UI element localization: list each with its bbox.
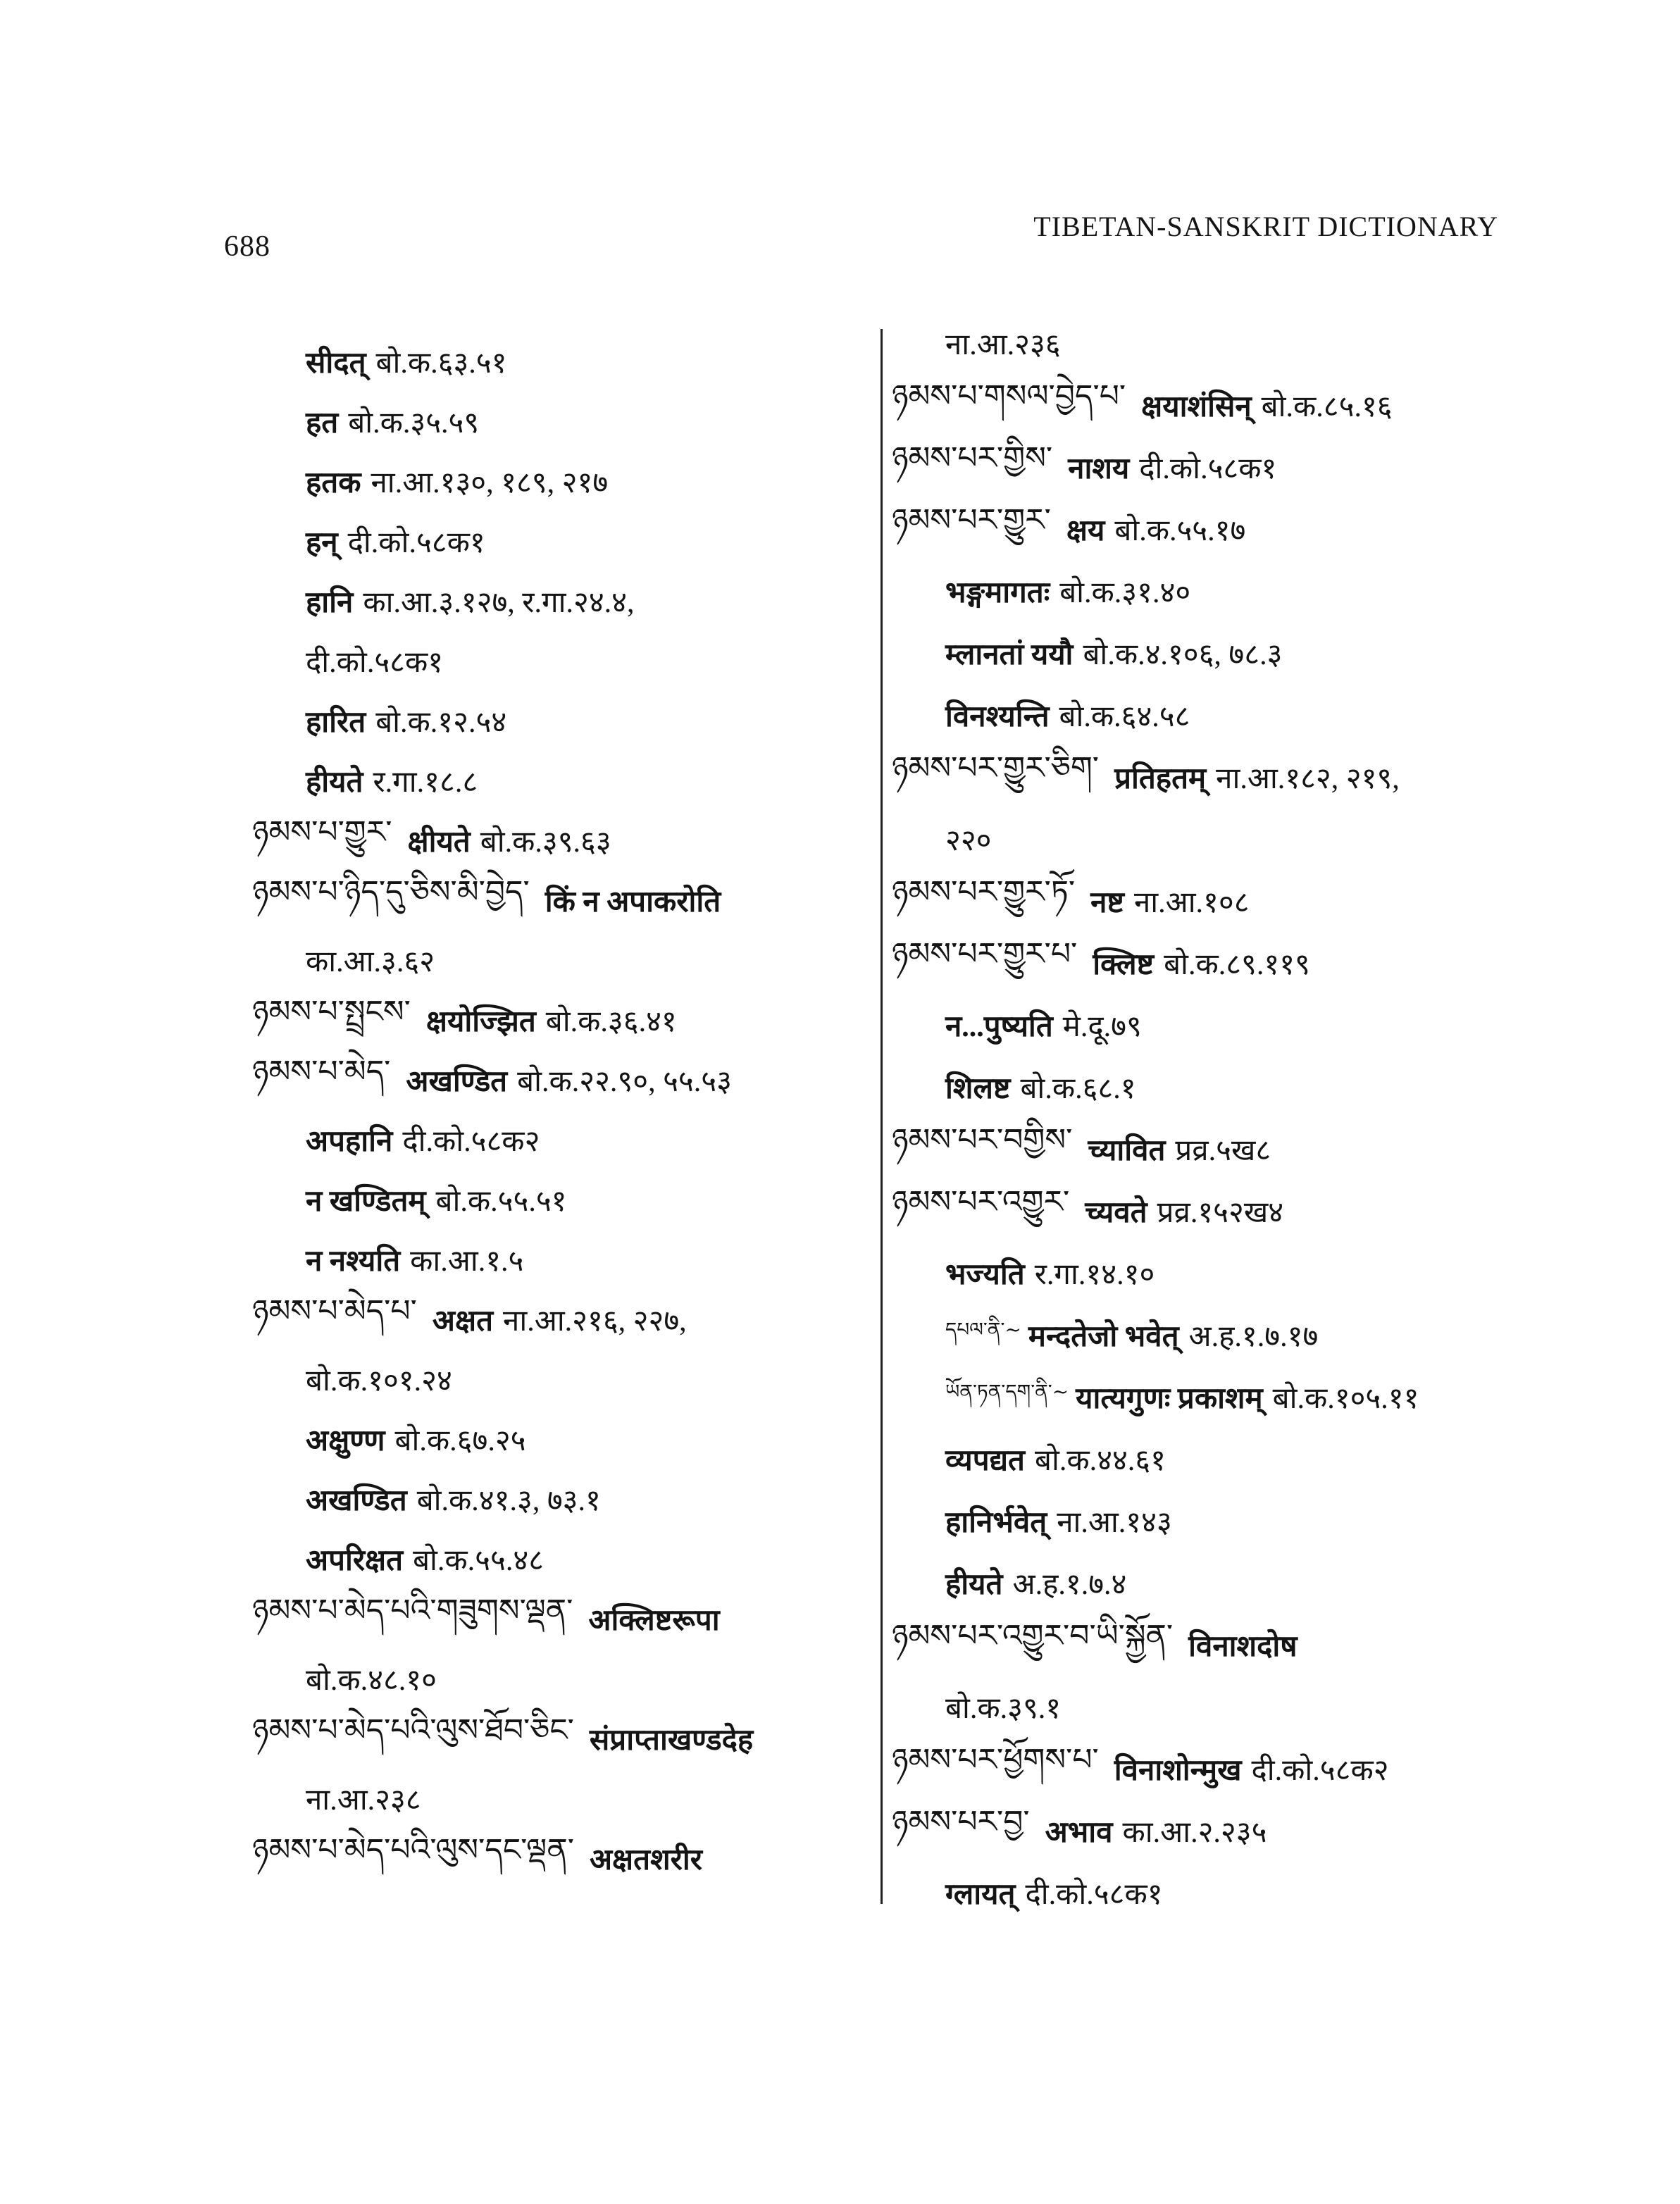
source-reference: बो.क.४.१०६, ७८.३	[1083, 638, 1283, 671]
source-reference: मे.दू.७९	[1062, 1010, 1142, 1043]
equivalent-line	[252, 571, 872, 631]
source-reference: बो.क.६४.५८	[1059, 700, 1190, 733]
tibetan-headword: ཉམས་པ་གྱུར་	[252, 814, 392, 850]
source-reference: बो.क.८५.१६	[1261, 390, 1393, 423]
source-reference: ना.आ.१४३	[1057, 1506, 1172, 1539]
equivalent-line	[892, 1242, 1596, 1304]
source-reference: बो.क.४८.१०	[306, 1664, 437, 1697]
tibetan-headword: ཉམས་པ་མེད་པ་	[252, 1293, 417, 1329]
sanskrit-equivalent: विनाशदोष	[1188, 1630, 1298, 1663]
equivalent-line	[892, 994, 1596, 1056]
equivalent-line	[252, 1469, 872, 1529]
equivalent-line	[892, 1862, 1596, 1924]
sanskrit-equivalent: अपहानि	[306, 1126, 393, 1158]
headword-line	[252, 1829, 872, 1888]
equivalent-line	[892, 1490, 1596, 1552]
source-reference: र.गा.१८.८	[373, 766, 478, 799]
headword-line	[892, 498, 1596, 560]
page-number: 688	[224, 230, 270, 263]
source-reference: ना.आ.१०८	[1133, 886, 1250, 919]
tibetan-headword: ཉམས་པ་མེད་པའི་ལུས་དང་ལྡན་	[252, 1831, 574, 1868]
headword-line	[252, 871, 872, 930]
sanskrit-equivalent: न...पुष्यति	[945, 1010, 1053, 1043]
sanskrit-equivalent: क्लिष्ट	[1093, 948, 1155, 981]
headword-line	[892, 1180, 1596, 1242]
source-reference: ना.आ.२३८	[306, 1784, 421, 1817]
source-reference: का.आ.२.२३५	[1122, 1816, 1267, 1849]
source-reference: ना.आ.१३०, १८९, २१७	[371, 467, 609, 499]
sanskrit-equivalent: क्षयोज्झित	[425, 1006, 536, 1038]
source-reference: बो.क.५५.१७	[1114, 514, 1246, 547]
source-reference: बो.क.६७.२५	[394, 1425, 526, 1457]
tibetan-headword: ཉམས་པ་མེད་	[252, 1053, 391, 1090]
source-reference: बो.क.२२.९०, ५५.५३	[517, 1066, 732, 1098]
running-title: TIBETAN-SANSKRIT DICTIONARY	[1033, 211, 1498, 242]
source-reference: दी.को.५८क१	[306, 647, 444, 679]
tibetan-headword: ཉམས་པར་བྱ་	[892, 1804, 1030, 1840]
tibetan-headword: ཉམས་པ་མེད་པའི་ལུས་ཐོབ་ཅིང་	[252, 1712, 574, 1748]
source-reference: बो.क.६३.५१	[375, 347, 507, 380]
source-reference: बो.क.५५.५१	[435, 1185, 567, 1218]
tibetan-headword: ཉམས་པར་གྱུར་	[892, 502, 1051, 538]
source-reference: २२०	[945, 824, 992, 857]
tibetan-headword: ཉམས་པར་ཕྱོགས་པ་	[892, 1742, 1099, 1778]
sanskrit-equivalent: हत	[306, 407, 339, 440]
sanskrit-equivalent: हन्	[306, 527, 338, 559]
tibetan-headword: ཉམས་པར་གྱིས་	[892, 440, 1053, 476]
equivalent-line	[252, 511, 872, 571]
sanskrit-equivalent: हतक	[306, 467, 361, 499]
headword-line	[892, 746, 1596, 808]
equivalent-line	[252, 1170, 872, 1230]
source-reference: बो.क.१०५.११	[1272, 1382, 1419, 1415]
headword-line	[892, 1800, 1596, 1862]
source-reference: बो.क.६८.१	[1020, 1072, 1136, 1105]
equivalent-line	[892, 1428, 1596, 1490]
sanskrit-equivalent: न नश्यति	[306, 1245, 401, 1278]
sanskrit-equivalent: व्यपद्यत	[945, 1444, 1025, 1477]
source-reference: बो.क.३६.४१	[545, 1006, 677, 1038]
sanskrit-equivalent: क्षीयते	[407, 826, 471, 859]
sanskrit-equivalent: मन्दतेजो भवेत्	[1028, 1320, 1179, 1353]
source-reference: दी.को.५८क२	[1251, 1754, 1389, 1787]
equivalent-line	[892, 1304, 1596, 1366]
sanskrit-equivalent: किं न अपाकरोति	[545, 886, 721, 919]
source-reference: बो.क.४१.३, ७३.१	[416, 1485, 601, 1517]
sanskrit-equivalent: भङ्गमागतः	[945, 576, 1050, 609]
source-reference: का.आ.३.१२७, र.गा.२४.४,	[363, 587, 635, 619]
sanskrit-equivalent: ग्लायत्	[945, 1878, 1016, 1911]
tibetan-headword: ཉམས་པར་བགྱིས་	[892, 1122, 1073, 1158]
sanskrit-equivalent: अक्षत	[432, 1305, 494, 1338]
headword-line	[892, 932, 1596, 994]
sanskrit-equivalent: नाशय	[1068, 452, 1130, 485]
sanskrit-equivalent: विनश्यन्ति	[945, 700, 1050, 733]
sanskrit-equivalent: विनाशोन्मुख	[1114, 1754, 1242, 1787]
tibetan-context: དཔལ་ནི་~	[945, 1317, 1021, 1341]
sanskrit-equivalent: नष्ट	[1090, 886, 1124, 919]
source-reference: बो.क.४४.६१	[1034, 1444, 1166, 1477]
source-reference: बो.क.३९.६३	[480, 826, 611, 859]
source-reference: र.गा.१४.१०	[1034, 1258, 1155, 1291]
source-reference: बो.क.१२.५४	[375, 706, 507, 739]
tibetan-headword: ཉམས་པར་འགྱུར་བ་ཡི་སྐྱོན་	[892, 1618, 1174, 1654]
tibetan-headword: ཉམས་པ་སྤྲངས་	[252, 993, 411, 1030]
tibetan-headword: ཉམས་པར་འགྱུར་	[892, 1184, 1070, 1220]
equivalent-line	[892, 622, 1596, 684]
sanskrit-equivalent: अखण्डित	[306, 1485, 407, 1517]
source-reference: ना.आ.२१६, २२७,	[503, 1305, 687, 1338]
right-column	[892, 312, 1596, 1924]
sanskrit-equivalent: अखण्डित	[406, 1066, 508, 1098]
sanskrit-equivalent: सीदत्	[306, 347, 366, 380]
sanskrit-equivalent: क्षय	[1066, 514, 1105, 547]
source-reference: बो.क.१०१.२४	[306, 1365, 452, 1397]
tibetan-headword: ཉམས་པར་གྱུར་པ་	[892, 936, 1078, 972]
tibetan-headword: ཉམས་པ་མེད་པའི་གཟུགས་ལྡན་	[252, 1592, 573, 1629]
equivalent-line	[892, 560, 1596, 622]
continuation-line	[252, 1350, 872, 1409]
source-reference: दी.को.५८क२	[402, 1126, 540, 1158]
headword-line	[252, 1709, 872, 1769]
source-reference: दी.को.५८क१	[1139, 452, 1277, 485]
source-reference: दी.को.५८क१	[1025, 1878, 1163, 1911]
tibetan-headword: ཉམས་པ་ཉིད་དུ་ཅིས་མི་བྱེད་	[252, 873, 530, 910]
source-reference: ना.आ.१८२, २१९,	[1216, 762, 1400, 795]
headword-line	[252, 1589, 872, 1649]
continuation-line	[252, 631, 872, 691]
sanskrit-equivalent: संप्राप्ताखण्डदेह	[589, 1724, 754, 1757]
sanskrit-equivalent: च्यावित	[1088, 1134, 1166, 1167]
tibetan-headword: ཉམས་པ་གསལ་བྱེད་པ་	[892, 378, 1126, 414]
sanskrit-equivalent: अक्षुण्ण	[306, 1425, 385, 1457]
source-reference: का.आ.१.५	[410, 1245, 524, 1278]
sanskrit-equivalent: अक्षतशरीर	[589, 1844, 702, 1876]
headword-line	[892, 1614, 1596, 1676]
tibetan-headword: ཉམས་པར་གྱུར་ཅིག་	[892, 750, 1100, 786]
sanskrit-equivalent: हीयते	[945, 1568, 1003, 1601]
equivalent-line	[252, 1409, 872, 1469]
source-reference: प्रव्र.५ख८	[1175, 1134, 1271, 1167]
source-reference: बो.क.३१.४०	[1059, 576, 1191, 609]
source-reference: अ.ह.१.७.४	[1012, 1568, 1127, 1601]
headword-line	[252, 1290, 872, 1350]
sanskrit-equivalent: न खण्डितम्	[306, 1185, 426, 1218]
source-reference: दी.को.५८क१	[347, 527, 485, 559]
sanskrit-equivalent: भज्यति	[945, 1258, 1025, 1291]
source-reference: बो.क.८९.११९	[1164, 948, 1310, 981]
equivalent-line	[892, 1366, 1596, 1428]
column-divider	[881, 329, 883, 1904]
source-reference: बो.क.३५.५९	[348, 407, 480, 440]
sanskrit-equivalent: हानिर्भवेत्	[945, 1506, 1047, 1539]
left-column	[252, 332, 872, 1888]
headword-line	[252, 1050, 872, 1110]
equivalent-line	[252, 332, 872, 392]
equivalent-line	[252, 691, 872, 751]
source-reference: ना.आ.२३६	[945, 328, 1061, 361]
source-reference: बो.क.५५.४८	[413, 1545, 545, 1577]
source-reference: का.आ.३.६२	[306, 946, 435, 978]
sanskrit-equivalent: हीयते	[306, 766, 363, 799]
source-reference: अ.ह.१.७.१७	[1188, 1320, 1319, 1353]
tibetan-headword: ཉམས་པར་གྱུར་ཏོ་	[892, 874, 1076, 910]
sanskrit-equivalent: अक्लिष्टरूपा	[588, 1605, 720, 1637]
sanskrit-equivalent: म्लानतां ययौ	[945, 638, 1074, 671]
sanskrit-equivalent: अपरिक्षत	[306, 1545, 404, 1577]
source-reference: प्रव्र.१५२ख४	[1157, 1196, 1284, 1229]
tibetan-context: ཡོན་ཏན་དག་ནི་~	[945, 1379, 1069, 1403]
source-reference: बो.क.३९.१	[945, 1692, 1062, 1725]
sanskrit-equivalent: शिलष्ट	[945, 1072, 1011, 1105]
equivalent-line	[252, 1110, 872, 1170]
sanskrit-equivalent: हानि	[306, 587, 354, 619]
sanskrit-equivalent: हारित	[306, 706, 366, 739]
equivalent-line	[252, 452, 872, 511]
sanskrit-equivalent: क्षयाशंसिन्	[1141, 390, 1252, 423]
equivalent-line	[252, 392, 872, 452]
sanskrit-equivalent: प्रतिहतम्	[1114, 762, 1207, 795]
sanskrit-equivalent: यात्यगुणः प्रकाशम्	[1076, 1382, 1263, 1415]
sanskrit-equivalent: अभाव	[1045, 1816, 1113, 1849]
sanskrit-equivalent: च्यवते	[1085, 1196, 1147, 1229]
